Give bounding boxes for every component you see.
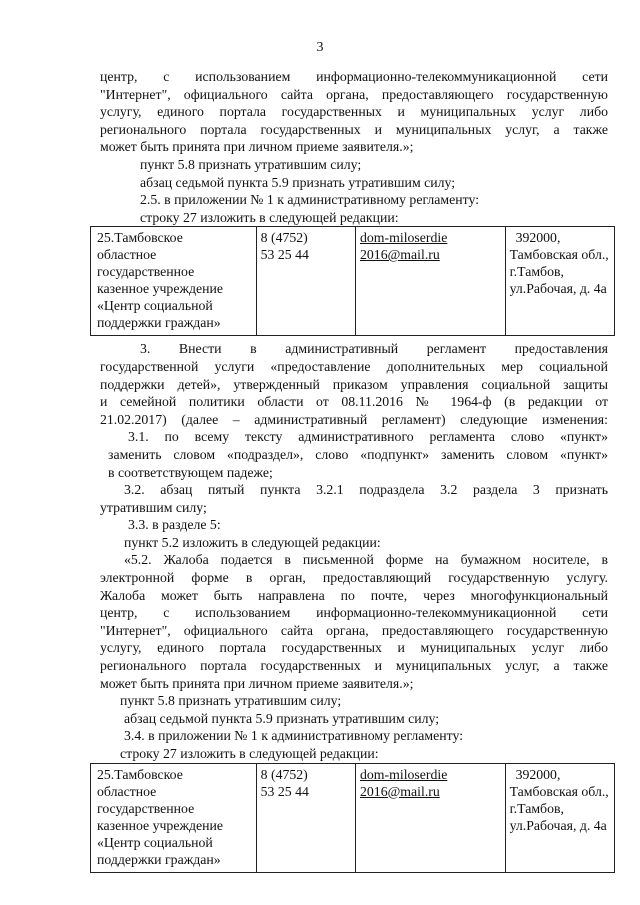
org-name-cell bbox=[91, 227, 257, 336]
org-line: областное bbox=[97, 247, 157, 263]
text-line: 3.3. в разделе 5: bbox=[128, 517, 221, 533]
address-line: г.Тамбов, bbox=[509, 800, 564, 816]
text-line: 3.4. в приложении № 1 к административному регламенту: bbox=[124, 728, 464, 744]
address-line: 392000, bbox=[515, 230, 561, 246]
phone-line: 53 25 44 bbox=[260, 247, 309, 263]
table-row bbox=[91, 763, 615, 872]
org-line: «Центр социальной bbox=[97, 834, 213, 850]
paragraph-block-2 bbox=[100, 340, 608, 762]
contact-table-1 bbox=[90, 226, 615, 336]
text-line: регионального портала государственных и муниципальных услуг, а также bbox=[100, 121, 608, 137]
org-line: областное bbox=[97, 783, 157, 799]
address-cell bbox=[505, 227, 614, 336]
text-line: "Интернет", официального сайта органа, предоставляющего государственную bbox=[100, 622, 608, 638]
contact-table-2 bbox=[90, 763, 615, 873]
email-link[interactable]: 2016@mail.ru bbox=[360, 247, 440, 263]
text-line: 3.2. абзац пятый пункта 3.2.1 подраздела 3.2 раздела 3 признать bbox=[124, 482, 608, 498]
text-line: утратившим силу; bbox=[100, 499, 207, 515]
text-line: центр, с использованием информационно-телекоммуникационной сети bbox=[100, 69, 608, 84]
org-line: казенное учреждение bbox=[97, 281, 224, 297]
text-line: «5.2. Жалоба подается в письменной форме на бумажном носителе, в bbox=[124, 552, 608, 568]
address-line: г.Тамбов, bbox=[509, 264, 564, 280]
address-line: ул.Рабочая, д. 4а bbox=[509, 817, 607, 833]
text-line: центр, с использованием информационно-телекоммуникационной сети bbox=[100, 605, 608, 621]
org-line: поддержки граждан» bbox=[97, 851, 221, 867]
org-line: 25.Тамбовское bbox=[97, 230, 183, 246]
phone-cell bbox=[256, 227, 355, 336]
text-line: государственной услуги «предоставление дополнительных мер социальной bbox=[100, 358, 608, 374]
text-line: "Интернет", официального сайта органа, предоставляющего государственную bbox=[100, 86, 608, 102]
text-line: услугу, единого портала государственных и муниципальных услуг либо bbox=[100, 104, 608, 120]
text-line: Жалоба может быть направлена по почте, через многофункциональный bbox=[100, 587, 608, 603]
address-line: 392000, bbox=[515, 766, 561, 782]
org-line: 25.Тамбовское bbox=[97, 766, 183, 782]
text-line: может быть принята при личном приеме заявителя.»; bbox=[100, 675, 414, 691]
text-line: пункт 5.8 признать утратившим силу; bbox=[140, 156, 362, 172]
org-line: казенное учреждение bbox=[97, 817, 224, 833]
text-line: может быть принята при личном приеме заявителя.»; bbox=[100, 139, 414, 155]
address-cell bbox=[505, 763, 614, 872]
org-line: поддержки граждан» bbox=[97, 315, 221, 331]
text-line: и семейной политики области от 08.11.2016 № 1964-ф (в редакции от bbox=[100, 394, 608, 410]
text-line: пункт 5.8 признать утратившим силу; bbox=[120, 693, 342, 709]
paragraph-block-1 bbox=[100, 68, 608, 226]
text-line: абзац седьмой пункта 5.9 признать утратившим силу; bbox=[124, 710, 440, 726]
email-cell bbox=[356, 227, 506, 336]
table-row bbox=[91, 227, 615, 336]
email-cell bbox=[356, 763, 506, 872]
text-line: в соответствующем падеже; bbox=[108, 464, 273, 480]
text-line: 2.5. в приложении № 1 к административному регламенту: bbox=[140, 192, 480, 208]
phone-line: 8 (4752) bbox=[260, 766, 308, 782]
text-line: 21.02.2017) (далее – административный регламент) следующие изменения: bbox=[100, 411, 608, 427]
phone-line: 8 (4752) bbox=[260, 230, 308, 246]
document-body bbox=[97, 68, 609, 873]
text-line: пункт 5.2 изложить в следующей редакции: bbox=[124, 534, 381, 550]
text-line: регионального портала государственных и муниципальных услуг, а также bbox=[100, 658, 608, 674]
org-line: государственное bbox=[97, 264, 195, 280]
text-line: строку 27 изложить в следующей редакции: bbox=[140, 209, 399, 225]
address-line: Тамбовская обл., bbox=[509, 247, 609, 263]
text-line: поддержки детей», утвержденный приказом управления социальной защиты bbox=[100, 376, 608, 392]
page-number: 3 bbox=[316, 40, 324, 55]
org-line: «Центр социальной bbox=[97, 298, 213, 314]
org-name-cell bbox=[91, 763, 257, 872]
phone-cell bbox=[256, 763, 355, 872]
text-line: заменить словом «подраздел», слово «подпункт» заменить словом «пункт» bbox=[108, 446, 608, 462]
org-line: государственное bbox=[97, 800, 195, 816]
text-line: строку 27 изложить в следующей редакции: bbox=[120, 746, 379, 761]
address-line: Тамбовская обл., bbox=[509, 783, 609, 799]
phone-line: 53 25 44 bbox=[260, 783, 309, 799]
text-line: 3. Внести в административный регламент предоставления bbox=[140, 341, 608, 357]
address-line: ул.Рабочая, д. 4а bbox=[509, 281, 607, 297]
email-link[interactable]: 2016@mail.ru bbox=[360, 783, 440, 799]
email-link[interactable]: dom-miloserdie bbox=[360, 766, 448, 782]
text-line: абзац седьмой пункта 5.9 признать утратившим силу; bbox=[140, 174, 456, 190]
text-line: 3.1. по всему тексту административного регламента слово «пункт» bbox=[128, 429, 608, 445]
text-line: электронной форме в орган, предоставляющий государственную услугу. bbox=[100, 570, 608, 586]
text-line: услугу, единого портала государственных и муниципальных услуг либо bbox=[100, 640, 608, 656]
email-link[interactable]: dom-miloserdie bbox=[360, 230, 448, 246]
